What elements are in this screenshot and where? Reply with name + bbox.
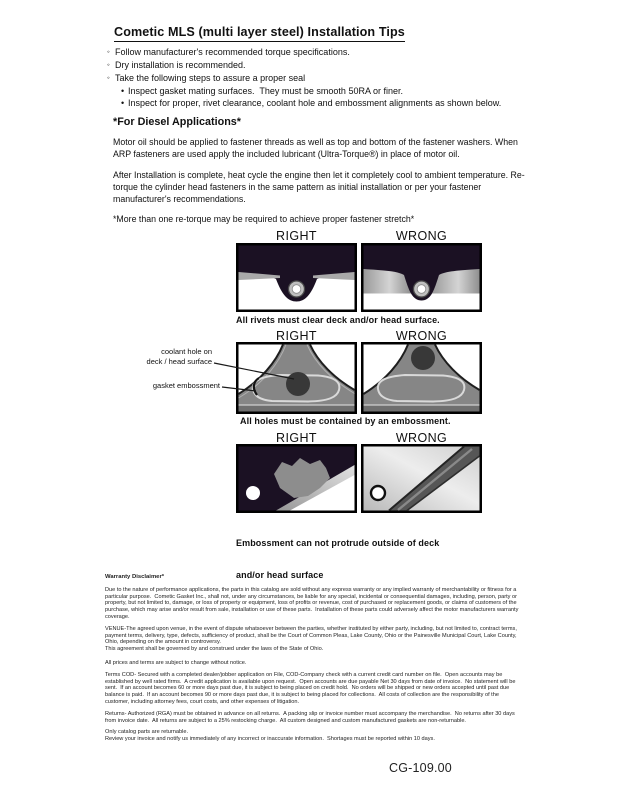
protrusion-wrong-diagram (361, 444, 482, 513)
wrong-label: WRONG (395, 431, 448, 445)
warranty-disclaimer-section (105, 574, 521, 750)
bolt-hole-icon (371, 486, 385, 500)
diesel-applications-section (113, 116, 525, 233)
tip-text: Inspect gasket mating surfaces. They must be smooth 50RA or finer. (128, 86, 403, 96)
set3-caption: Embossment can not protrude outside of deck and/or head surface (236, 538, 440, 580)
embossment-right-diagram (236, 342, 357, 414)
legal-paragraph: VENUE-The agreed upon venue, in the event of dispute whatsoever between the parties, whether instituted by either party, including, but not limited to, contract terms, payment terms, delivery, type, defects, sufficiency of product, shall be the Court of Common Pleas, Lake County, Ohio or the Painesville Municipal Court, Lake County, Ohio, depending on the amount in controversy. This agreement shall be governed by and construed under the laws of the State of Ohio. (105, 625, 519, 653)
legal-paragraph: Returns- Authorized (RGA) must be obtained in advance on all returns. A packing slip or invoice number must accompany the merchandise. No returns after 30 days from invoice date. All returns are subject to a 25% restocking charge. All custom designed and custom manufactured gaskets are non-returnable. (105, 710, 517, 724)
tip-item (107, 46, 539, 59)
tip-text: Dry installation is recommended. (115, 60, 246, 70)
coolant-hole-annotation: coolant hole on deck / head surface (146, 347, 212, 366)
legal-paragraph: Due to the nature of performance applications, the parts in this catalog are sold without any express warranty or any implied warranty of merchantability or fitness for a particular purpose. Cometic Gasket Inc., shall not, under any circumstances, be liable for any special, incidental or consequential damages, including, person, party or property, but not limited to, damage, or loss of property or equipment, loss of profits or revenue, cost of purchased or replacement goods, or claims of customers of the purchase, which may arise and/or result from sale, installation or use of these parts. Installation of these parts could adversely affect the motor manufacturers warranty coverage. (105, 586, 520, 620)
tip-text: Take the following steps to assure a proper seal (115, 73, 306, 83)
embossment-wrong-diagram (361, 342, 482, 414)
rivet-clearance-right-diagram (236, 243, 357, 312)
diesel-heading: *For Diesel Applications* (113, 116, 241, 128)
coolant-hole-icon (411, 346, 435, 370)
right-label: RIGHT (276, 329, 317, 343)
dot-bullet-icon: • (121, 98, 125, 108)
rivet-icon (289, 281, 305, 297)
tip-sub-item (107, 97, 539, 109)
diesel-paragraph: *More than one re-torque may be required to achieve proper fastener stretch* (113, 214, 415, 225)
gasket-embossment-annotation: gasket embossment (152, 381, 220, 390)
wrong-label: WRONG (395, 329, 448, 343)
tip-text: Follow manufacturer's recommended torque specifications. (115, 47, 350, 57)
legal-paragraph: Terms COD- Secured with a completed dealer/jobber application on File, COD-Company check with a current credit card number on file. Open accounts may be established by well rated firms. A credit application is available upon request. Open accounts are due payable Net 30 days from date of invoice. No statement will be sent. If an account becomes 60 or more days past due, it is subject to being placed on credit hold. No orders will be shipped or new orders accepted until past due balance is paid. If an account becomes 90 or more days past due, it is subject to being placed for collections. All costs of collection are the responsibility of the customer, including attorney fees, court costs, and other expenses of litigation. (105, 671, 517, 705)
tip-item (107, 72, 539, 85)
warranty-heading: Warranty Disclaimer* (105, 574, 165, 580)
document-number: CG-109.00 (389, 761, 452, 775)
circle-bullet-icon: ◦ (107, 60, 110, 69)
wrong-label: WRONG (395, 229, 448, 243)
dot-bullet-icon: • (121, 86, 125, 96)
set1-caption: All rivets must clear deck and/or head surface. (236, 315, 440, 325)
installation-tips-list (107, 46, 539, 109)
bolt-hole-icon (246, 486, 260, 500)
legal-paragraph: All prices and terms are subject to change without notice. (105, 659, 247, 666)
circle-bullet-icon: ◦ (107, 73, 110, 82)
legal-paragraph: Only catalog parts are returnable. Review your invoice and notify us immediately of any incorrect or inaccurate information. Shortages must be reported within 10 days. (105, 729, 435, 743)
right-label: RIGHT (276, 229, 317, 243)
set2-caption: All holes must be contained by an embossment. (240, 416, 451, 426)
rivet-clearance-wrong-diagram (361, 243, 482, 312)
right-label: RIGHT (276, 431, 317, 445)
rivet-icon (414, 281, 430, 297)
diesel-paragraph: After Installation is complete, heat cycle the engine then let it completely cool to ambient temperature. Re-torque the cylinder head fasteners in the same pattern as initial installation or per your fastener manufacturer's recommendations. (113, 169, 525, 205)
tip-item (107, 59, 539, 72)
tip-text: Inspect for proper, rivet clearance, coolant hole and embossment alignments as shown below. (128, 98, 502, 108)
coolant-hole-icon (286, 372, 310, 396)
tip-sub-item (107, 85, 539, 97)
page-title: Cometic MLS (multi layer steel) Installation Tips (114, 25, 405, 42)
diesel-paragraph: Motor oil should be applied to fastener threads as well as top and bottom of the fastener washers. When ARP fasteners are used apply the included lubricant (Ultra-Torque®) in place of motor oil. (113, 137, 520, 160)
protrusion-right-diagram (236, 444, 357, 513)
circle-bullet-icon: ◦ (107, 47, 110, 56)
